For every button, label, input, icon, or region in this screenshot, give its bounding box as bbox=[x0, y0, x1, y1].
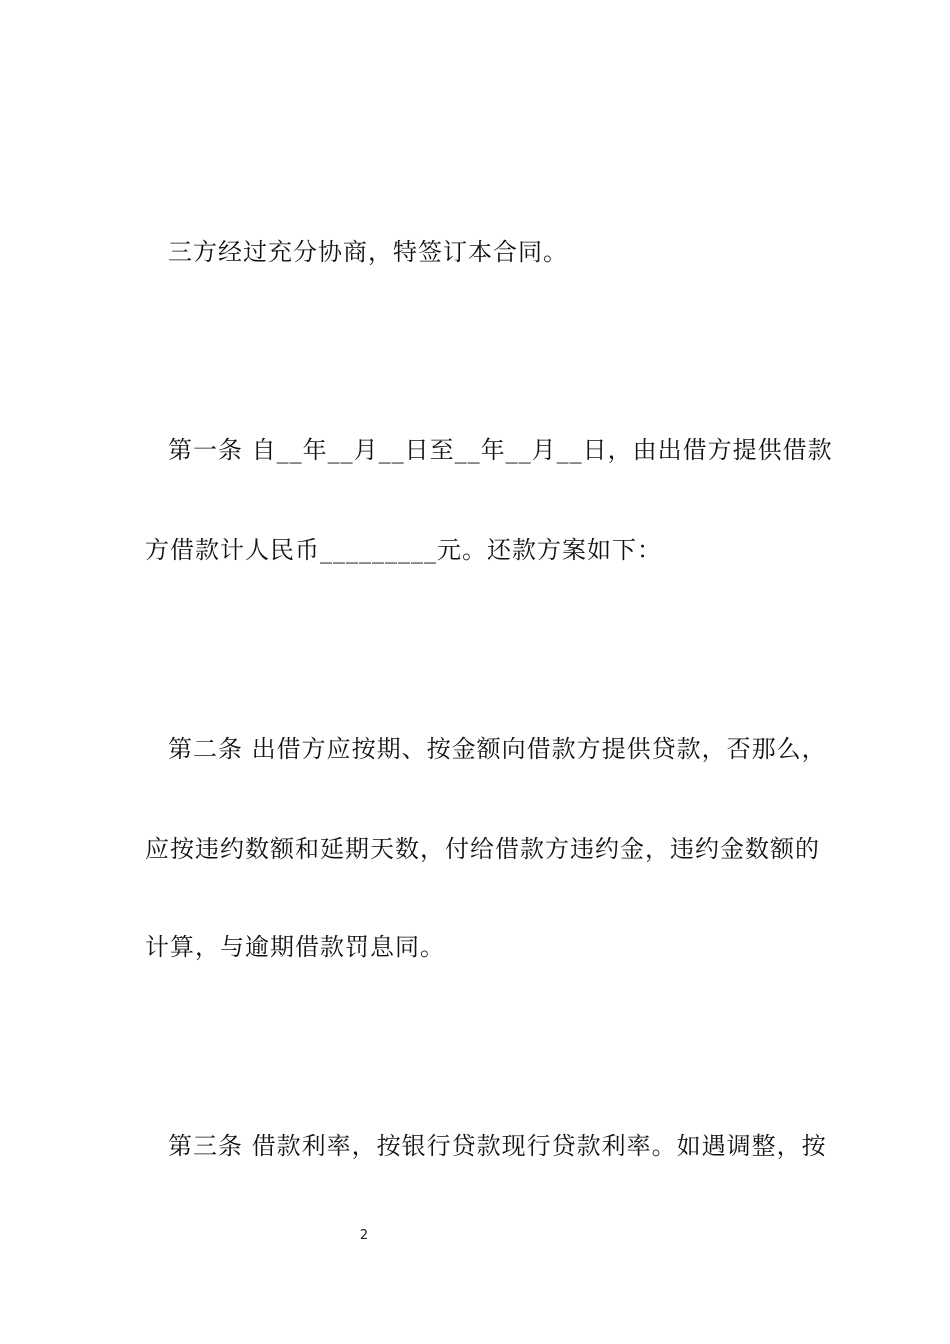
intro-paragraph: 三方经过充分协商，特签订本合同。 bbox=[168, 238, 568, 266]
article-2-line-1: 第二条 出借方应按期、按金额向借款方提供贷款，否那么， bbox=[168, 735, 827, 763]
article-2-line-2: 应按违约数额和延期天数，付给借款方违约金，违约金数额的 bbox=[145, 835, 820, 863]
article-2-line-3: 计算，与逾期借款罚息同。 bbox=[145, 933, 445, 961]
article-3-line-1: 第三条 借款利率，按银行贷款现行贷款利率。如遇调整，按 bbox=[168, 1132, 827, 1160]
article-1-line-2: 方借款计人民币_________元。还款方案如下： bbox=[145, 536, 662, 564]
article-1-line-1: 第一条 自__年__月__日至__年__月__日，由出借方提供借款 bbox=[168, 436, 833, 464]
page-number: 2 bbox=[359, 1228, 369, 1243]
